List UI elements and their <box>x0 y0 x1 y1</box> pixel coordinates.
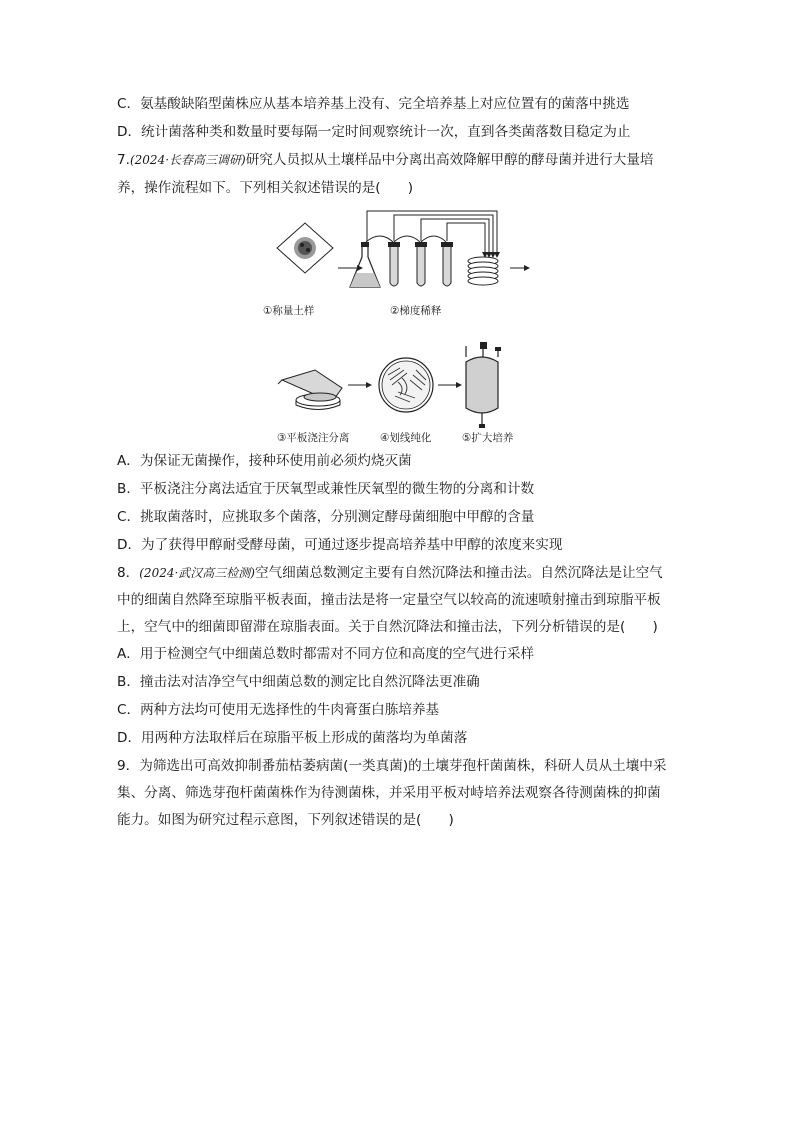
q7-number: 7. <box>117 152 130 168</box>
test-tube-icon <box>415 242 427 286</box>
q7-stem-text: 研究人员拟从土壤样品中分离出高效降解甲醇的酵母菌并进行大量培 <box>245 152 654 168</box>
q7-figure-bottom <box>270 340 530 430</box>
q8-stem-line2: 中的细菌自然降至琼脂平板表面，撞击法是将一定量空气以较高的流速喷射撞击到琼脂平板 <box>117 592 661 608</box>
fermenter-icon <box>466 342 501 428</box>
petri-dish-stack-icon <box>468 257 498 285</box>
q8-stem-line3: 上，空气中的细菌即留滞在琼脂表面。关于自然沉降法和撞击法，下列分析错误的是( ) <box>117 619 658 635</box>
pour-plate-icon <box>278 370 342 410</box>
soil-sample-icon <box>277 223 333 273</box>
q7-figure-top <box>260 205 540 305</box>
q8-source: (2024·武汉高三检测) <box>139 566 255 580</box>
q7-source: (2024·长春高三调研) <box>129 153 246 167</box>
arrow-icon <box>510 265 530 271</box>
q8-stem-text: 空气细菌总数测定主要有自然沉降法和撞击法。自然沉降法是让空气 <box>254 565 663 581</box>
q8-option-d: D．用两种方法取样后在琼脂平板上形成的菌落均为单菌落 <box>117 730 468 746</box>
figure-label-2: ②梯度稀释 <box>390 305 442 317</box>
test-tube-icon <box>388 242 400 286</box>
q9-stem-line2: 集、分离、筛选芽孢杆菌菌株作为待测菌株，并采用平板对峙培养法观察各待测菌株的抑菌 <box>117 785 661 801</box>
test-tube-icon <box>441 242 453 286</box>
option-c-prev: C．氨基酸缺陷型菌株应从基本培养基上没有、完全培养基上对应位置有的菌落中挑选 <box>117 96 630 112</box>
q8-option-b: B．撞击法对洁净空气中细菌总数的测定比自然沉降法更准确 <box>117 674 480 690</box>
arrow-icon <box>348 382 372 388</box>
q8-option-a: A．用于检测空气中细菌总数时都需对不同方位和高度的空气进行采样 <box>117 646 535 662</box>
q7-option-d: D．为了获得甲醇耐受酵母菌，可通过逐步提高培养基中甲醇的浓度来实现 <box>117 537 563 553</box>
transfer-arrows <box>367 211 497 252</box>
figure-label-5: ⑤扩大培养 <box>462 432 514 444</box>
arrow-icon <box>438 382 462 388</box>
q7-option-b: B．平板浇注分离法适宜于厌氧型或兼性厌氧型的微生物的分离和计数 <box>117 481 535 497</box>
q7-option-a: A．为保证无菌操作，接种环使用前必须灼烧灭菌 <box>117 453 412 469</box>
streak-plate-icon <box>379 358 433 412</box>
figure-label-1: ①称量土样 <box>263 305 315 317</box>
arrow-icon <box>338 265 363 271</box>
q7-stem-line1 <box>117 151 654 169</box>
option-d-prev: D．统计菌落种类和数量时要每隔一定时间观察统计一次，直到各类菌落数目稳定为止 <box>117 124 631 140</box>
figure-label-3: ③平板浇注分离 <box>277 432 350 444</box>
q9-stem-line1: 9．为筛选出可高效抑制番茄枯萎病菌(一类真菌)的土壤芽孢杆菌菌株，科研人员从土壤中采 <box>117 758 667 774</box>
conical-flask-icon <box>350 242 380 287</box>
q8-stem-line1 <box>117 564 663 582</box>
q8-number: 8． <box>117 565 140 581</box>
q7-stem-line2: 养，操作流程如下。下列相关叙述错误的是( ) <box>117 180 414 196</box>
q7-option-c: C．挑取菌落时，应挑取多个菌落，分别测定酵母菌细胞中甲醇的含量 <box>117 509 535 525</box>
q9-stem-line3: 能力。如图为研究过程示意图，下列叙述错误的是( ) <box>117 812 454 828</box>
q8-option-c: C．两种方法均可使用无选择性的牛肉膏蛋白胨培养基 <box>117 702 440 718</box>
figure-label-4: ④划线纯化 <box>380 432 432 444</box>
